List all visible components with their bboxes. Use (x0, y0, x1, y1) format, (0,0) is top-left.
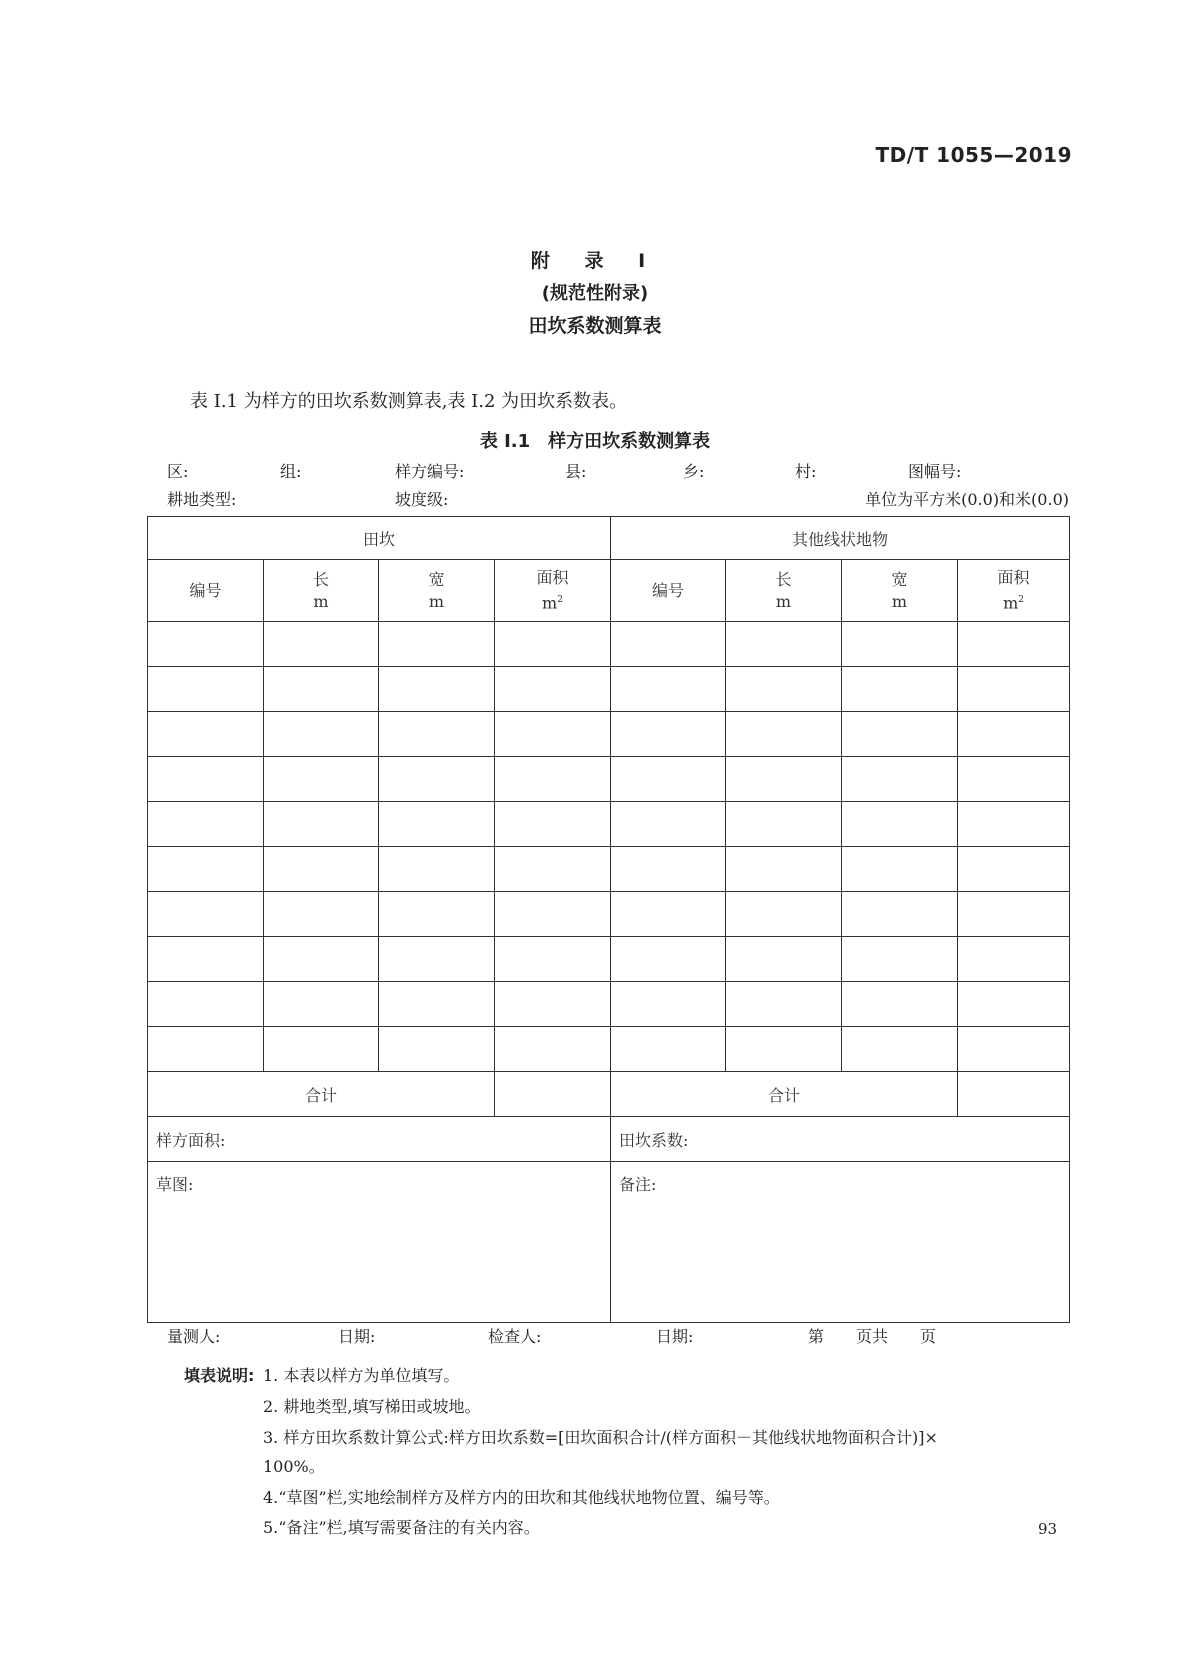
appendix-name: 田坎系数测算表 (528, 315, 662, 337)
col-id-2: 编号 (611, 560, 726, 622)
checker-label: 检查人: (488, 1327, 542, 1346)
table-row (148, 757, 1070, 802)
table-row (148, 1027, 1070, 1072)
page-count-label: 第 页共 页 (808, 1327, 937, 1346)
appendix-title: 附 录 I (530, 250, 660, 272)
meta-slope: 坡度级: (395, 490, 449, 509)
table-row (148, 622, 1070, 667)
col-length-2: 长 m (726, 560, 842, 622)
total-value-ridge[interactable] (495, 1072, 611, 1117)
date-label-1: 日期: (338, 1327, 376, 1346)
total-label-other: 合计 (611, 1072, 958, 1117)
col-width-2: 宽 m (842, 560, 958, 622)
table-row (148, 937, 1070, 982)
meta-group: 组: (280, 462, 302, 481)
intro-paragraph: 表 I.1 为样方的田坎系数测算表,表 I.2 为田坎系数表。 (190, 391, 628, 412)
standard-code: TD/T 1055—2019 (875, 143, 1072, 167)
sample-ridge-coefficient-table (147, 516, 1070, 1323)
col-length: 长 m (264, 560, 379, 622)
appendix-subtitle: (规范性附录) (541, 283, 649, 304)
table-row (148, 982, 1070, 1027)
col-area-2: 面积 $m^2$ (958, 560, 1070, 622)
header-other-linear: 其他线状地物 (611, 517, 1070, 560)
col-width: 宽 m (379, 560, 495, 622)
meta-village: 村: (795, 462, 817, 481)
col-id: 编号 (148, 560, 264, 622)
header-field-ridge: 田坎 (148, 517, 611, 560)
note-3-cont: 100%。 (263, 1457, 325, 1476)
note-3: 3. 样方田坎系数计算公式:样方田坎系数=[田坎面积合计/(样方面积－其他线状地物面积合计)]× (263, 1428, 938, 1447)
note-5: 5.“备注”栏,填写需要备注的有关内容。 (263, 1518, 540, 1537)
table-row (148, 712, 1070, 757)
meta-district: 区: (167, 462, 189, 481)
table-row (148, 892, 1070, 937)
table-row (148, 847, 1070, 892)
total-value-other[interactable] (958, 1072, 1070, 1117)
note-1: 1. 本表以样方为单位填写。 (263, 1366, 460, 1385)
remarks-cell[interactable]: 备注: (611, 1162, 1070, 1323)
meta-sample-id: 样方编号: (395, 462, 465, 481)
notes-label: 填表说明: (184, 1366, 255, 1385)
meta-county: 县: (565, 462, 587, 481)
total-label-ridge: 合计 (148, 1072, 495, 1117)
sample-area-cell[interactable]: 样方面积: (148, 1117, 611, 1162)
table-row (148, 802, 1070, 847)
meta-map-sheet: 图幅号: (908, 462, 962, 481)
meta-land-type: 耕地类型: (167, 490, 237, 509)
date-label-2: 日期: (656, 1327, 694, 1346)
surveyor-label: 量测人: (167, 1327, 221, 1346)
meta-unit-note: 单位为平方米(0.0)和米(0.0) (865, 490, 1069, 509)
note-4: 4.“草图”栏,实地绘制样方及样方内的田坎和其他线状地物位置、编号等。 (263, 1488, 780, 1507)
table-row (148, 667, 1070, 712)
sketch-cell[interactable]: 草图: (148, 1162, 611, 1323)
note-2: 2. 耕地类型,填写梯田或坡地。 (263, 1397, 481, 1416)
table-caption: 表 I.1 样方田坎系数测算表 (479, 431, 711, 452)
col-area: 面积 $m^2$ (495, 560, 611, 622)
ridge-coefficient-cell[interactable]: 田坎系数: (611, 1117, 1070, 1162)
page-number: 93 (1038, 1520, 1058, 1538)
meta-township: 乡: (683, 462, 705, 481)
